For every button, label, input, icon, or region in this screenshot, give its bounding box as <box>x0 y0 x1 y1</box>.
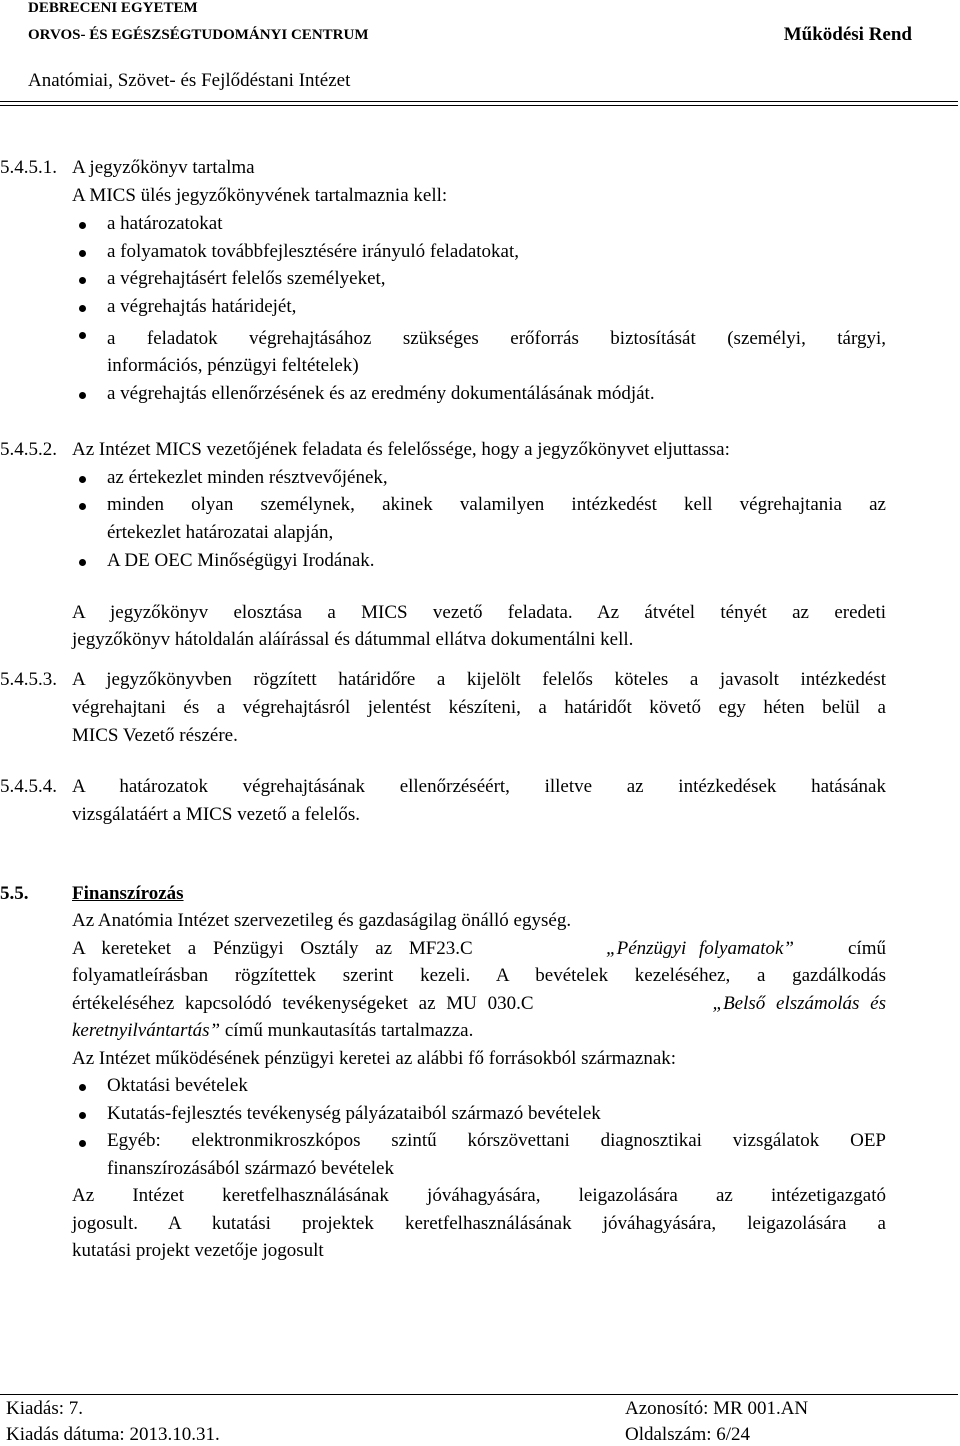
list-item: a feladatok végrehajtásához szükséges erőforrás biztosítását (személyi, tárgyi, <box>107 328 886 349</box>
list-item: a végrehajtásért felelős személyeket, <box>107 268 386 289</box>
paragraph: Az Intézet keretfelhasználásának jóváhagyására, leigazolására az intézetigazgató <box>72 1185 886 1206</box>
section-number: 5.4.5.1. <box>0 157 57 178</box>
section-number: 5.5. <box>0 883 29 904</box>
paragraph: A határozatok végrehajtásának ellenőrzéséért, illetve az intézkedések hatásának <box>72 776 886 797</box>
header-doc-type: Működési Rend <box>783 24 912 45</box>
list-item: a határozatokat <box>107 213 223 234</box>
text-span: című munkautasítás tartalmazza. <box>224 1020 474 1041</box>
bullet-icon <box>79 392 86 399</box>
paragraph: kutatási projekt vezetője jogosult <box>72 1240 324 1261</box>
footer-edition: Kiadás: 7. <box>6 1398 84 1419</box>
paragraph: folyamatleírásban rögzítettek szerint kezeli. A bevételek kezeléséhez, a gazdálkodás <box>72 965 886 986</box>
list-item-continuation: finanszírozásából származó bevételek <box>107 1158 394 1179</box>
footer-divider <box>0 1394 958 1395</box>
text-span: című <box>847 938 886 959</box>
footer-edition-date: Kiadás dátuma: 2013.10.31. <box>6 1424 220 1445</box>
paragraph: jegyzőkönyv hátoldalán aláírással és dátummal ellátva dokumentálni kell. <box>72 629 634 650</box>
footer-identifier: Azonosító: MR 001.AN <box>625 1398 809 1419</box>
bullet-icon <box>79 476 86 483</box>
paragraph: Az Intézet működésének pénzügyi keretei az alábbi fő forrásokból származnak: <box>72 1048 677 1069</box>
section-number: 5.4.5.4. <box>0 776 57 797</box>
list-item-continuation: információs, pénzügyi feltételek) <box>107 355 359 376</box>
paragraph: Az Anatómia Intézet szervezetileg és gazdaságilag önálló egység. <box>72 910 572 931</box>
bullet-icon <box>79 222 86 229</box>
section-number: 5.4.5.3. <box>0 669 57 690</box>
section-intro: A MICS ülés jegyzőkönyvének tartalmaznia kell: <box>72 185 448 206</box>
paragraph <box>72 1017 473 1045</box>
text-span: A kereteket a Pénzügyi Osztály az MF23.C <box>72 938 473 959</box>
header-university: DEBRECENI EGYETEM <box>28 0 198 16</box>
paragraph: jogosult. A kutatási projektek keretfelhasználásának jóváhagyására, leigazolására a <box>72 1213 886 1234</box>
bullet-icon <box>79 1084 86 1091</box>
bullet-icon <box>79 503 86 510</box>
bullet-icon <box>79 305 86 312</box>
list-item: a folyamatok továbbfejlesztésére irányuló feladatokat, <box>107 241 520 262</box>
header-divider <box>0 101 958 102</box>
paragraph: MICS Vezető részére. <box>72 725 238 746</box>
document-reference: „Pénzügyi folyamatok” <box>606 938 794 959</box>
paragraph <box>72 990 886 1018</box>
bullet-icon <box>79 332 86 339</box>
paragraph-part <box>72 935 552 963</box>
header-divider-2 <box>0 105 958 106</box>
paragraph: végrehajtani és a végrehajtásról jelentést készíteni, a határidőt követő egy héten belül a <box>72 697 886 718</box>
header-center: ORVOS- ÉS EGÉSZSÉGTUDOMÁNYI CENTRUM <box>28 27 369 43</box>
list-item-continuation: értekezlet határozatai alapján, <box>107 522 334 543</box>
bullet-icon <box>79 277 86 284</box>
paragraph: vizsgálatáért a MICS vezető a felelős. <box>72 804 361 825</box>
paragraph: A jegyzőkönyvben rögzített határidőre a kijelölt felelős köteles a javasolt intézkedést <box>72 669 886 690</box>
list-item: a végrehajtás határidejét, <box>107 296 297 317</box>
bullet-icon <box>79 250 86 257</box>
list-item: Kutatás-fejlesztés tevékenység pályázataiból származó bevételek <box>107 1103 601 1124</box>
bullet-icon <box>79 1112 86 1119</box>
list-item: Egyéb: elektronmikroszkópos szintű kórszövettani diagnosztikai vizsgálatok OEP <box>107 1130 886 1151</box>
paragraph <box>72 935 886 963</box>
document-reference: „Belső elszámolás és <box>712 993 886 1014</box>
list-item: Oktatási bevételek <box>107 1075 248 1096</box>
list-item: minden olyan személynek, akinek valamilyen intézkedést kell végrehajtania az <box>107 494 886 515</box>
list-item: az értekezlet minden résztvevőjének, <box>107 467 388 488</box>
section-title: Az Intézet MICS vezetőjének feladata és felelőssége, hogy a jegyzőkönyvet eljuttassa: <box>72 439 730 460</box>
paragraph: A jegyzőkönyv elosztása a MICS vezető feladata. Az átvétel tényét az eredeti <box>72 602 886 623</box>
bullet-icon <box>79 1140 86 1147</box>
document-reference: keretnyilvántartás” <box>72 1020 221 1041</box>
bullet-icon <box>79 559 86 566</box>
list-item: A DE OEC Minőségügyi Irodának. <box>107 550 375 571</box>
section-number: 5.4.5.2. <box>0 439 57 460</box>
header-institute: Anatómiai, Szövet- és Fejlődéstani Intézet <box>28 70 351 91</box>
list-item: a végrehajtás ellenőrzésének és az eredmény dokumentálásának módját. <box>107 383 655 404</box>
footer-page-number: Oldalszám: 6/24 <box>625 1424 751 1445</box>
text-span: értékeléséhez kapcsolódó tevékenységeket az MU 030.C <box>72 993 534 1014</box>
section-title: A jegyzőkönyv tartalma <box>72 157 255 178</box>
section-title: Finanszírozás <box>72 883 184 904</box>
